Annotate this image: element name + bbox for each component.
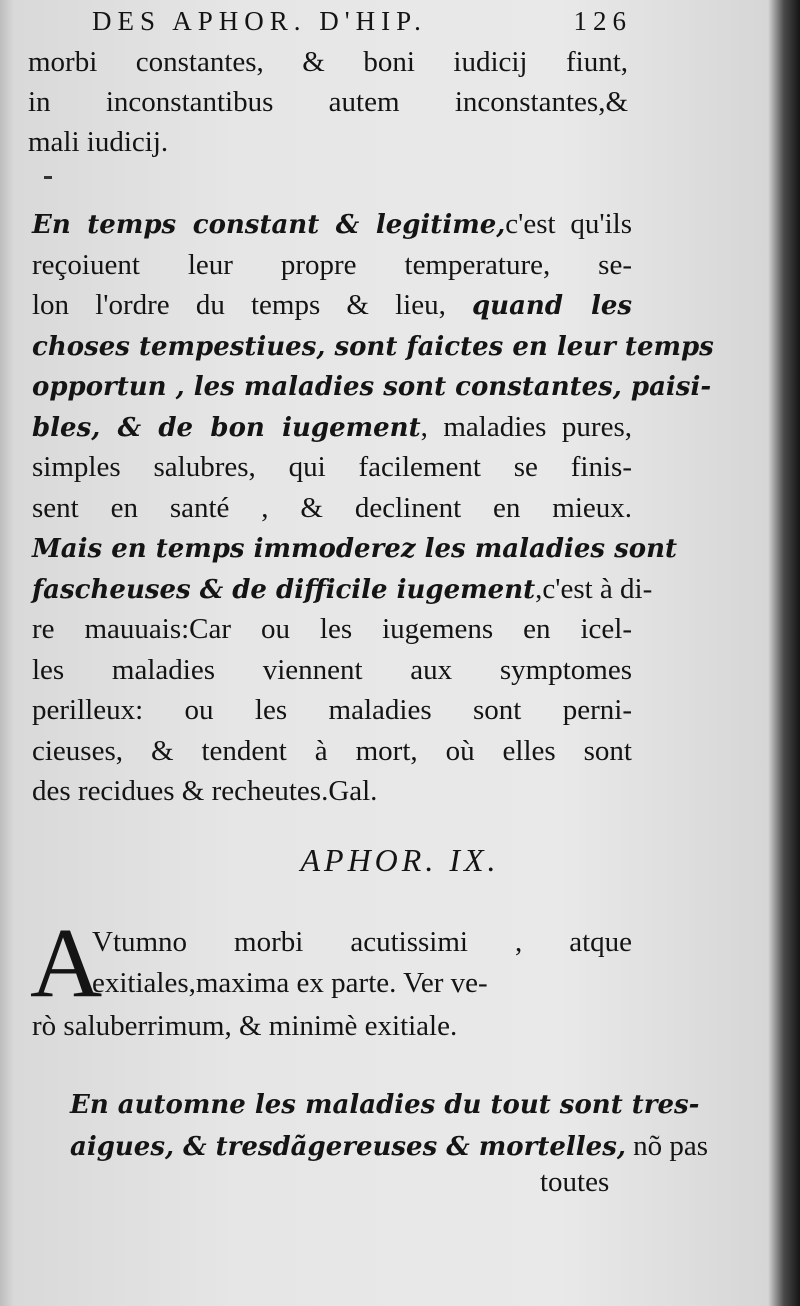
italic-run: choses tempestiues, sont faictes en leur temps (32, 331, 714, 362)
italic-run: opportun , les maladies sont constantes, paisi- (32, 372, 712, 402)
comm1-line (32, 731, 632, 771)
comm1-line (32, 690, 632, 730)
italic-run: Mais en temps immoderez les maladies sont (32, 534, 678, 564)
roman-run: simples salubres, qui facilement se finis- (32, 451, 632, 483)
comm1-line (32, 407, 632, 448)
comm1-line (32, 609, 632, 649)
roman-run: c'est qu'ils (505, 208, 632, 240)
roman-run: lon l'ordre du temps & lieu, (32, 289, 472, 321)
page-number: 126 (573, 6, 632, 36)
roman-run: nõ pas (625, 1130, 709, 1162)
comm1-line (32, 488, 632, 528)
comm1-line (32, 447, 632, 487)
roman-run: sent en santé , & declinent en mieux. (32, 491, 632, 524)
bullet-mark (44, 176, 52, 179)
comm1-line (32, 285, 632, 326)
comm2-line (70, 1084, 700, 1125)
latin1-line: morbi constantes, & boni iudicij fiunt, (28, 46, 628, 78)
italic-run: aigues, & tresdãgereuses & mortelles, (70, 1132, 626, 1162)
italic-run: fascheuses & de difficile iugement (32, 574, 536, 605)
running-head (92, 6, 632, 37)
comm1-line (32, 569, 653, 610)
roman-run: les maladies viennent aux symptomes (32, 653, 632, 686)
latin2-line: exitiales,maxima ex parte. Ver ve- (92, 967, 488, 999)
latin1-line: mali iudicij. (28, 126, 169, 158)
roman-run: des recidues & recheutes.Gal. (32, 775, 378, 807)
comm1-line (32, 326, 714, 367)
roman-run: reçoiuent leur propre temperature, se- (32, 248, 632, 281)
comm1-line (32, 650, 632, 690)
roman-run: ,c'est à di- (535, 572, 653, 605)
italic-run: quand les (471, 291, 633, 321)
roman-run: , maladies pures, (420, 410, 632, 443)
latin1-line: in inconstantibus autem inconstantes,& (28, 86, 628, 118)
aphorism-heading: APHOR. IX. (300, 842, 500, 878)
catchword: toutes (540, 1166, 610, 1198)
comm1-line (32, 771, 632, 811)
comm1-line (32, 366, 712, 407)
comm1-line (32, 245, 632, 285)
comm1-line (32, 528, 678, 569)
drop-capital: A (30, 907, 103, 1018)
italic-run: En automne les maladies du tout sont tres- (70, 1090, 700, 1120)
roman-run: re mauuais:Car ou les iugemens en icel- (32, 613, 632, 645)
italic-run: bles, & de bon iugement (32, 412, 421, 443)
page-gutter-shadow (0, 0, 14, 1306)
roman-run: perilleux: ou les maladies sont perni- (32, 694, 632, 726)
comm2-line (70, 1126, 709, 1167)
comm1-line (32, 204, 632, 245)
italic-run: En temps constant & legitime, (32, 210, 506, 240)
latin2-line: rò saluberrimum, & minimè exitiale. (32, 1010, 458, 1042)
roman-run: cieuses, & tendent à mort, où elles sont (32, 734, 632, 767)
latin2-line: Vtumno morbi acutissimi , atque (92, 926, 632, 958)
running-head-title: DES APHOR. D'HIP. (92, 6, 427, 36)
